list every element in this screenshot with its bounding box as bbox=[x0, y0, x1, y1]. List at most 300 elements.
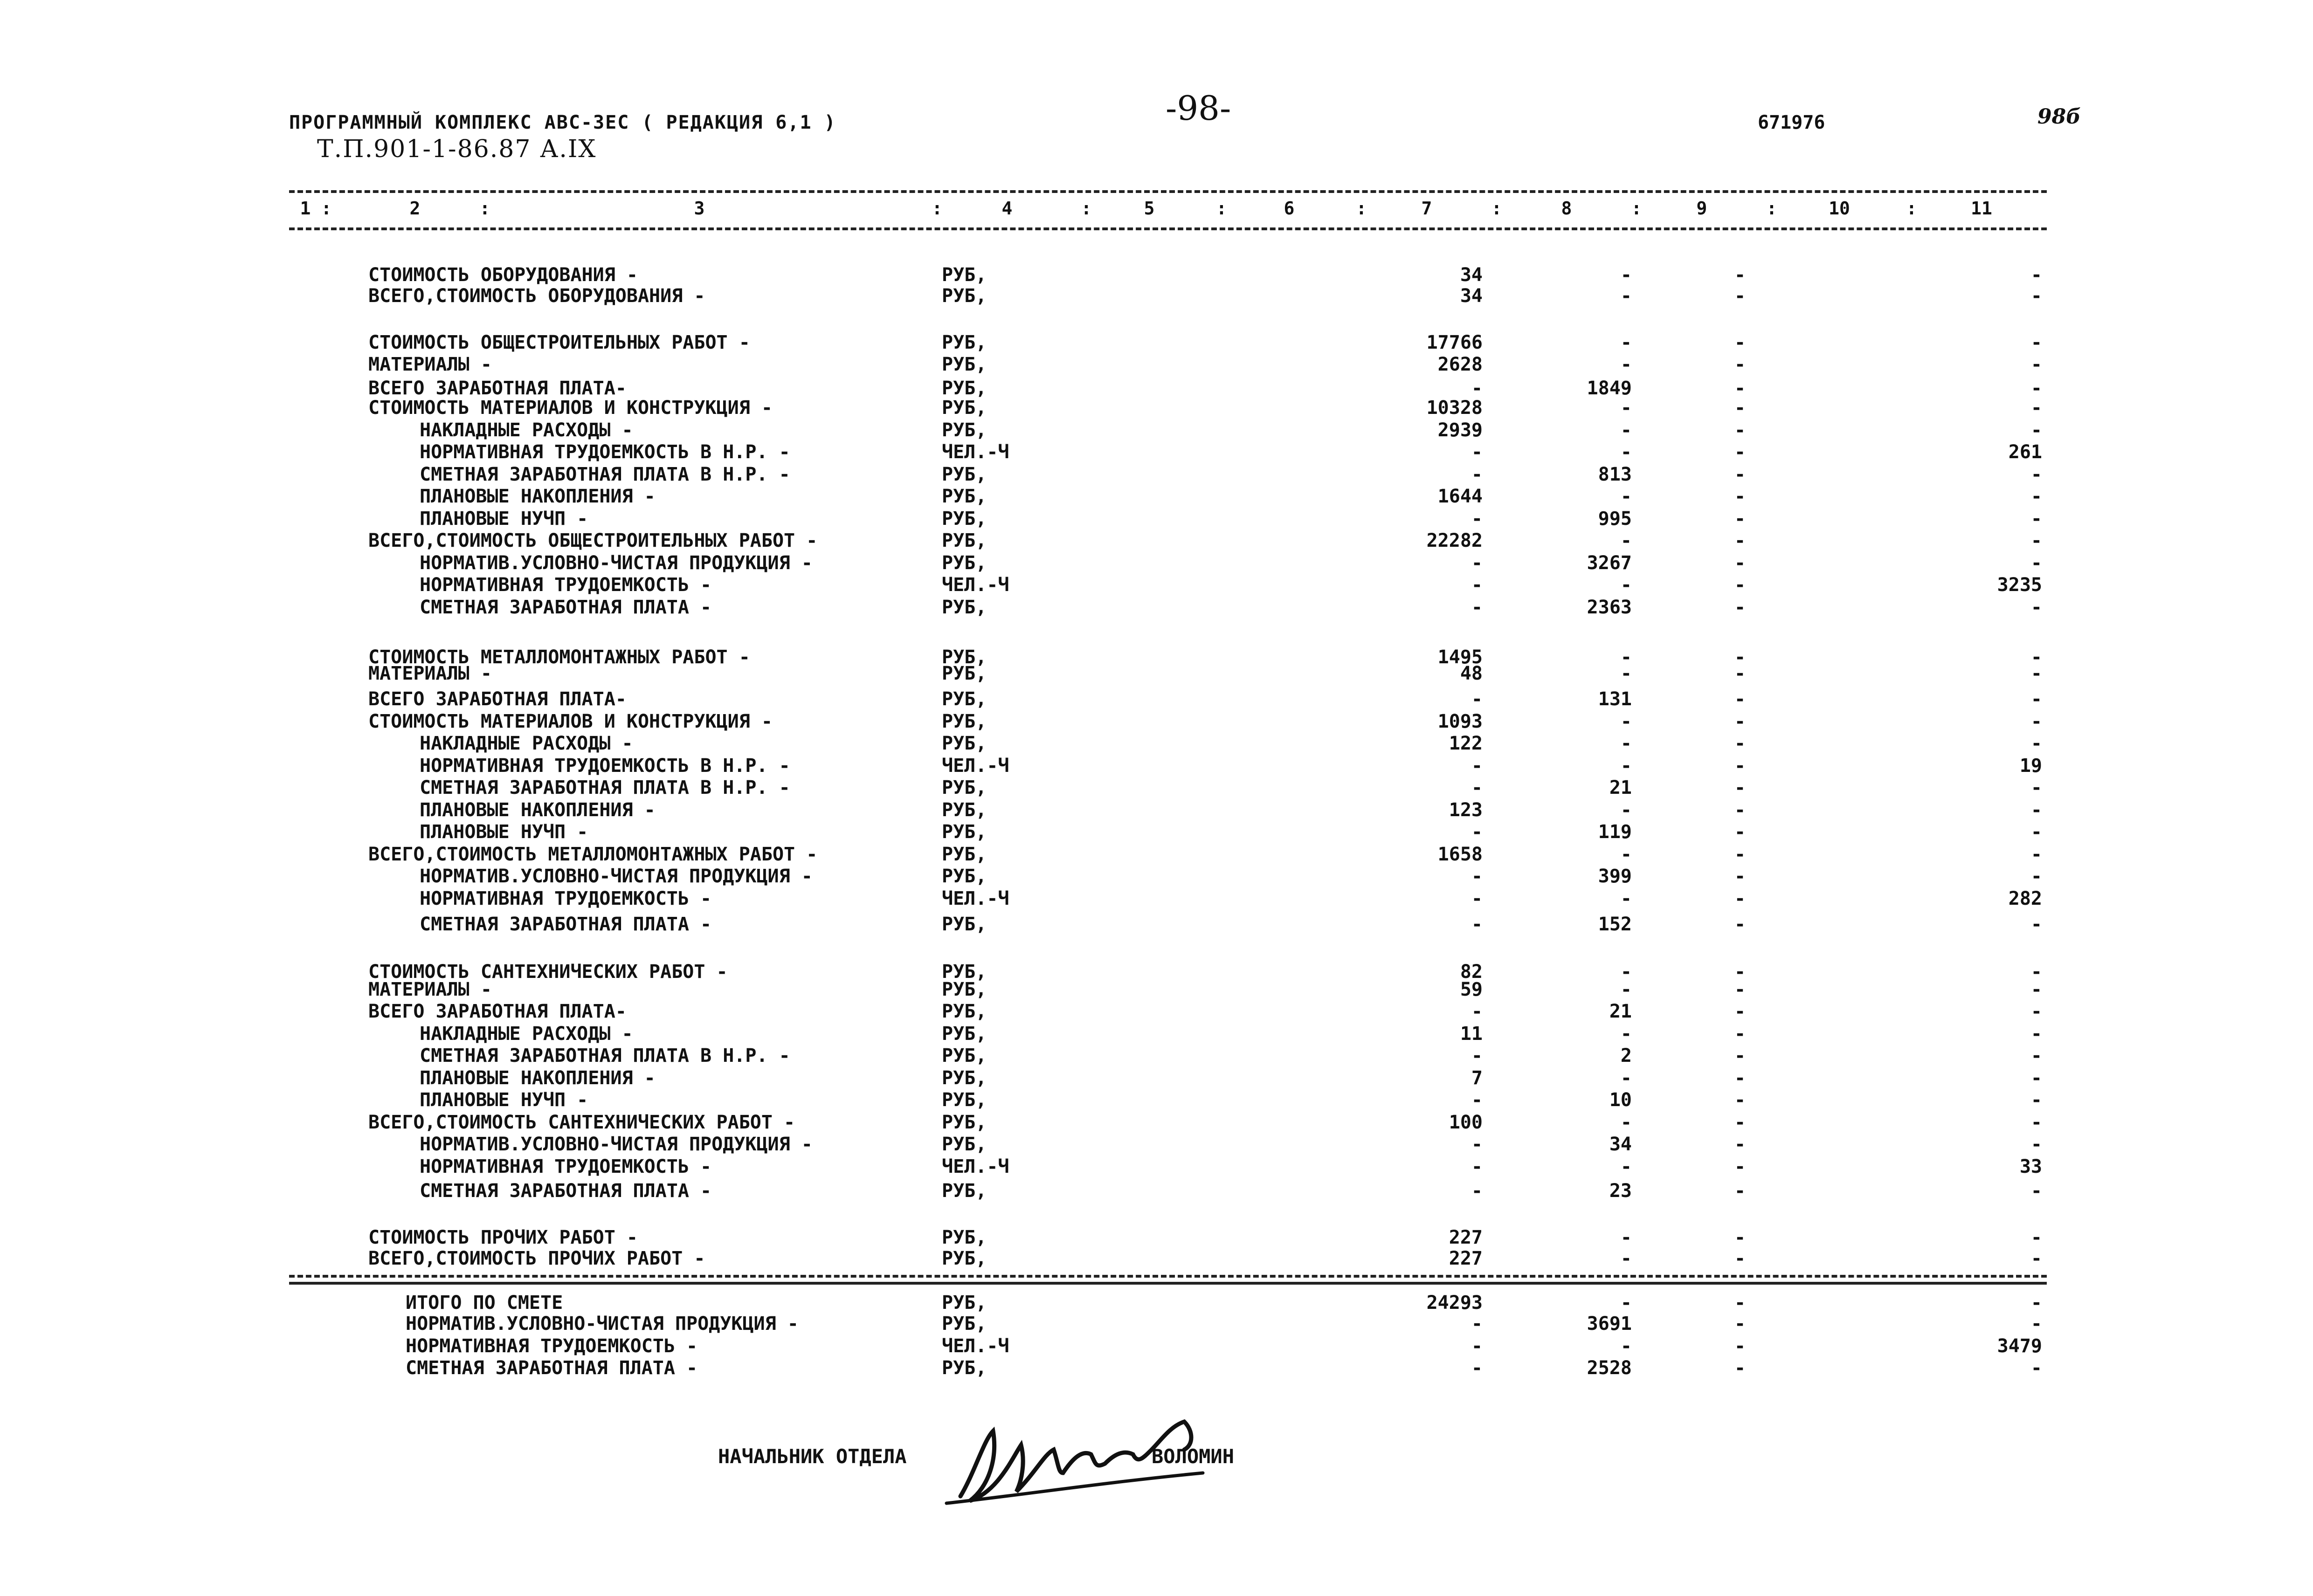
row-unit: РУБ, bbox=[942, 285, 987, 307]
column-7-value: 82 bbox=[1460, 961, 1483, 983]
row-label: ВСЕГО ЗАРАБОТНАЯ ПЛАТА- bbox=[368, 1001, 627, 1022]
column-8-value: 152 bbox=[1598, 914, 1632, 935]
column-11-value: - bbox=[2030, 264, 2042, 286]
column-8-value: 21 bbox=[1609, 1001, 1632, 1022]
column-9-value: - bbox=[1734, 777, 1746, 798]
table-row bbox=[0, 485, 2313, 508]
row-label: СТОИМОСТЬ ПРОЧИХ РАБОТ - bbox=[368, 1227, 638, 1248]
row-unit: РУБ, bbox=[942, 332, 987, 353]
row-label: ВСЕГО ЗАРАБОТНАЯ ПЛАТА- bbox=[368, 378, 627, 399]
column-8-value: - bbox=[1620, 1248, 1632, 1269]
column-9-value: - bbox=[1734, 332, 1746, 353]
column-separator: : bbox=[1766, 198, 1777, 219]
column-9-value: - bbox=[1734, 1134, 1746, 1155]
row-label: НОРМАТИВ.УСЛОВНО-ЧИСТАЯ ПРОДУКЦИЯ - bbox=[420, 866, 813, 887]
column-8-value: - bbox=[1620, 1067, 1632, 1089]
column-11-value: 19 bbox=[2019, 755, 2042, 777]
column-11-value: - bbox=[2030, 647, 2042, 668]
table-row bbox=[0, 1111, 2313, 1134]
column-8-value: 2528 bbox=[1587, 1357, 1632, 1379]
column-number: 2 bbox=[409, 198, 421, 219]
row-label: ВСЕГО ЗАРАБОТНАЯ ПЛАТА- bbox=[368, 688, 627, 710]
row-label: СМЕТНАЯ ЗАРАБОТНАЯ ПЛАТА В Н.Р. - bbox=[420, 464, 790, 485]
row-label: ВСЕГО,СТОИМОСТЬ ПРОЧИХ РАБОТ - bbox=[368, 1248, 705, 1269]
column-9-value: - bbox=[1734, 733, 1746, 754]
table-row bbox=[0, 1133, 2313, 1156]
column-11-value: - bbox=[2030, 1067, 2042, 1089]
column-7-value: - bbox=[1471, 1313, 1483, 1335]
column-11-value: - bbox=[2030, 420, 2042, 441]
row-unit: РУБ, bbox=[942, 844, 987, 865]
row-unit: РУБ, bbox=[942, 1134, 987, 1155]
document-reference: Т.П.901-1-86.87 А.IX bbox=[317, 135, 597, 163]
column-11-value: - bbox=[2030, 733, 2042, 754]
row-label: СМЕТНАЯ ЗАРАБОТНАЯ ПЛАТА - bbox=[420, 597, 712, 618]
column-7-value: 11 bbox=[1460, 1023, 1483, 1045]
column-8-value: 995 bbox=[1598, 508, 1632, 530]
column-9-value: - bbox=[1734, 285, 1746, 307]
column-7-value: - bbox=[1471, 378, 1483, 399]
table-row bbox=[0, 865, 2313, 888]
row-label: ПЛАНОВЫЕ НУЧП - bbox=[420, 508, 588, 530]
column-number: 9 bbox=[1696, 198, 1707, 219]
column-9-value: - bbox=[1734, 663, 1746, 684]
column-11-value: - bbox=[2030, 688, 2042, 710]
column-number: 4 bbox=[1001, 198, 1013, 219]
row-label: ПЛАНОВЫЕ НАКОПЛЕНИЯ - bbox=[420, 486, 656, 507]
row-unit: РУБ, bbox=[942, 597, 987, 618]
column-9-value: - bbox=[1734, 1001, 1746, 1022]
table-row bbox=[0, 551, 2313, 575]
column-8-value: - bbox=[1620, 961, 1632, 983]
table-row bbox=[0, 913, 2313, 936]
column-11-value: - bbox=[2030, 1292, 2042, 1314]
column-7-value: - bbox=[1471, 464, 1483, 485]
row-label: СТОИМОСТЬ МАТЕРИАЛОВ И КОНСТРУКЦИЯ - bbox=[368, 711, 773, 732]
table-row bbox=[0, 331, 2313, 354]
table-row bbox=[0, 776, 2313, 799]
row-label: НОРМАТИВНАЯ ТРУДОЕМКОСТЬ - bbox=[420, 1156, 712, 1177]
column-separator: : bbox=[1491, 198, 1502, 219]
table-row bbox=[0, 396, 2313, 420]
column-separator: : bbox=[1216, 198, 1227, 219]
table-row bbox=[0, 688, 2313, 711]
column-8-value: 21 bbox=[1609, 777, 1632, 798]
column-7-value: 34 bbox=[1460, 285, 1483, 307]
column-9-value: - bbox=[1734, 530, 1746, 551]
column-11-value: - bbox=[2030, 711, 2042, 732]
column-9-value: - bbox=[1734, 1357, 1746, 1379]
column-7-value: 59 bbox=[1460, 979, 1483, 1000]
column-11-value: - bbox=[2030, 799, 2042, 821]
column-8-value: 23 bbox=[1609, 1180, 1632, 1202]
table-row bbox=[0, 1000, 2313, 1023]
row-label: ПЛАНОВЫЕ НУЧП - bbox=[420, 1089, 588, 1111]
column-8-value: 119 bbox=[1598, 821, 1632, 843]
column-7-value: 10328 bbox=[1426, 397, 1483, 419]
row-unit: РУБ, bbox=[942, 914, 987, 935]
column-separator: : bbox=[1631, 198, 1642, 219]
row-label: МАТЕРИАЛЫ - bbox=[368, 979, 492, 1000]
row-unit: ЧЕЛ.-Ч bbox=[942, 441, 1009, 463]
column-9-value: - bbox=[1734, 1067, 1746, 1089]
column-11-value: - bbox=[2030, 1045, 2042, 1066]
handwritten-sheet-mark: 98б bbox=[2037, 105, 2081, 129]
table-row bbox=[0, 573, 2313, 597]
table-row bbox=[0, 284, 2313, 308]
table-row bbox=[0, 710, 2313, 733]
column-9-value: - bbox=[1734, 1089, 1746, 1111]
column-11-value: - bbox=[2030, 1357, 2042, 1379]
column-11-value: - bbox=[2030, 866, 2042, 887]
column-9-value: - bbox=[1734, 799, 1746, 821]
column-number: 8 bbox=[1561, 198, 1572, 219]
column-9-value: - bbox=[1734, 486, 1746, 507]
column-9-value: - bbox=[1734, 1313, 1746, 1335]
table-row bbox=[0, 507, 2313, 530]
table-row bbox=[0, 798, 2313, 822]
row-unit: РУБ, bbox=[942, 354, 987, 375]
column-11-value: - bbox=[2030, 1023, 2042, 1045]
row-label: СМЕТНАЯ ЗАРАБОТНАЯ ПЛАТА - bbox=[420, 1180, 712, 1202]
column-7-value: - bbox=[1471, 574, 1483, 596]
column-8-value: - bbox=[1620, 888, 1632, 909]
column-9-value: - bbox=[1734, 688, 1746, 710]
column-7-value: 1093 bbox=[1437, 711, 1483, 732]
table-row bbox=[0, 1155, 2313, 1178]
column-7-value: 2628 bbox=[1437, 354, 1483, 375]
column-8-value: - bbox=[1620, 1156, 1632, 1177]
column-11-value: 33 bbox=[2019, 1156, 2042, 1177]
document-code: 671976 bbox=[1758, 112, 1825, 133]
table-row bbox=[0, 1335, 2313, 1358]
column-11-value: 3235 bbox=[1997, 574, 2042, 596]
row-label: НАКЛАДНЫЕ РАСХОДЫ - bbox=[420, 420, 633, 441]
column-11-value: - bbox=[2030, 1313, 2042, 1335]
column-7-value: 2939 bbox=[1437, 420, 1483, 441]
table-row bbox=[0, 1291, 2313, 1314]
row-unit: РУБ, bbox=[942, 1067, 987, 1089]
table-row bbox=[0, 529, 2313, 552]
column-9-value: - bbox=[1734, 420, 1746, 441]
column-11-value: - bbox=[2030, 354, 2042, 375]
column-7-value: - bbox=[1471, 597, 1483, 618]
column-number: 1 bbox=[300, 198, 311, 219]
row-label: МАТЕРИАЛЫ - bbox=[368, 354, 492, 375]
row-unit: РУБ, bbox=[942, 733, 987, 754]
column-8-value: - bbox=[1620, 733, 1632, 754]
column-9-value: - bbox=[1734, 1248, 1746, 1269]
column-11-value: - bbox=[2030, 663, 2042, 684]
column-8-value: - bbox=[1620, 663, 1632, 684]
row-unit: РУБ, bbox=[942, 530, 987, 551]
column-11-value: 261 bbox=[2008, 441, 2042, 463]
column-8-value: - bbox=[1620, 264, 1632, 286]
table-row bbox=[0, 463, 2313, 486]
column-separator: : bbox=[1081, 198, 1092, 219]
table-row bbox=[0, 662, 2313, 685]
row-label: ИТОГО ПО СМЕТЕ bbox=[406, 1292, 563, 1314]
row-unit: РУБ, bbox=[942, 464, 987, 485]
column-11-value: - bbox=[2030, 397, 2042, 419]
column-8-value: - bbox=[1620, 530, 1632, 551]
column-8-value: - bbox=[1620, 332, 1632, 353]
column-7-value: 7 bbox=[1471, 1067, 1483, 1089]
table-row bbox=[0, 1088, 2313, 1112]
table-row bbox=[0, 1044, 2313, 1067]
column-9-value: - bbox=[1734, 844, 1746, 865]
column-number: 3 bbox=[694, 198, 705, 219]
column-8-value: 3267 bbox=[1587, 552, 1632, 574]
column-7-value: 1495 bbox=[1437, 647, 1483, 668]
row-unit: РУБ, bbox=[942, 486, 987, 507]
row-unit: РУБ, bbox=[942, 647, 987, 668]
column-9-value: - bbox=[1734, 888, 1746, 909]
table-row bbox=[0, 1226, 2313, 1249]
column-8-value: - bbox=[1620, 354, 1632, 375]
column-9-value: - bbox=[1734, 755, 1746, 777]
table-row bbox=[0, 263, 2313, 287]
column-8-value: - bbox=[1620, 844, 1632, 865]
table-row bbox=[0, 843, 2313, 866]
column-7-value: 227 bbox=[1449, 1248, 1483, 1269]
row-unit: РУБ, bbox=[942, 799, 987, 821]
column-11-value: - bbox=[2030, 1180, 2042, 1202]
row-unit: ЧЕЛ.-Ч bbox=[942, 574, 1009, 596]
column-11-value: - bbox=[2030, 378, 2042, 399]
column-9-value: - bbox=[1734, 866, 1746, 887]
column-9-value: - bbox=[1734, 464, 1746, 485]
column-11-value: - bbox=[2030, 552, 2042, 574]
column-7-value: - bbox=[1471, 777, 1483, 798]
row-label: СМЕТНАЯ ЗАРАБОТНАЯ ПЛАТА - bbox=[406, 1357, 698, 1379]
row-label: СМЕТНАЯ ЗАРАБОТНАЯ ПЛАТА В Н.Р. - bbox=[420, 1045, 790, 1066]
column-11-value: - bbox=[2030, 530, 2042, 551]
column-11-value: - bbox=[2030, 486, 2042, 507]
row-unit: РУБ, bbox=[942, 1292, 987, 1314]
column-8-value: 399 bbox=[1598, 866, 1632, 887]
row-unit: РУБ, bbox=[942, 961, 987, 983]
row-unit: РУБ, bbox=[942, 1001, 987, 1022]
row-label: СТОИМОСТЬ МЕТАЛЛОМОНТАЖНЫХ РАБОТ - bbox=[368, 647, 750, 668]
row-unit: ЧЕЛ.-Ч bbox=[942, 1335, 1009, 1357]
row-unit: ЧЕЛ.-Ч bbox=[942, 755, 1009, 777]
column-7-value: 1644 bbox=[1437, 486, 1483, 507]
column-8-value: - bbox=[1620, 486, 1632, 507]
column-8-value: - bbox=[1620, 799, 1632, 821]
column-7-value: - bbox=[1471, 755, 1483, 777]
signatory-name: ВОЛОМИН bbox=[1152, 1445, 1235, 1468]
column-8-value: - bbox=[1620, 755, 1632, 777]
column-7-value: - bbox=[1471, 508, 1483, 530]
column-9-value: - bbox=[1734, 914, 1746, 935]
column-separator: : bbox=[479, 198, 490, 219]
column-8-value: 813 bbox=[1598, 464, 1632, 485]
column-8-value: - bbox=[1620, 285, 1632, 307]
program-header: ПРОГРАММНЫЙ КОМПЛЕКС АВС-3ЕС ( РЕДАКЦИЯ 6,1 ) bbox=[289, 112, 836, 133]
row-unit: РУБ, bbox=[942, 1357, 987, 1379]
column-number: 7 bbox=[1421, 198, 1432, 219]
row-label: НОРМАТИВНАЯ ТРУДОЕМКОСТЬ - bbox=[420, 574, 712, 596]
column-8-value: 34 bbox=[1609, 1134, 1632, 1155]
column-8-value: 3691 bbox=[1587, 1313, 1632, 1335]
column-8-value: - bbox=[1620, 979, 1632, 1000]
row-label: СТОИМОСТЬ МАТЕРИАЛОВ И КОНСТРУКЦИЯ - bbox=[368, 397, 773, 419]
row-label: НОРМАТИВНАЯ ТРУДОЕМКОСТЬ В Н.Р. - bbox=[420, 755, 790, 777]
column-11-value: - bbox=[2030, 777, 2042, 798]
column-number: 11 bbox=[1971, 198, 1992, 219]
column-7-value: - bbox=[1471, 821, 1483, 843]
column-9-value: - bbox=[1734, 1335, 1746, 1357]
column-8-value: - bbox=[1620, 647, 1632, 668]
column-11-value: - bbox=[2030, 1112, 2042, 1133]
table-row bbox=[0, 353, 2313, 376]
column-7-value: - bbox=[1471, 1045, 1483, 1066]
column-9-value: - bbox=[1734, 508, 1746, 530]
column-7-value: 24293 bbox=[1426, 1292, 1483, 1314]
row-label: ПЛАНОВЫЕ НУЧП - bbox=[420, 821, 588, 843]
column-11-value: - bbox=[2030, 332, 2042, 353]
column-7-value: 123 bbox=[1449, 799, 1483, 821]
column-11-value: - bbox=[2030, 821, 2042, 843]
row-unit: РУБ, bbox=[942, 711, 987, 732]
table-row bbox=[0, 1312, 2313, 1335]
column-7-value: 1658 bbox=[1437, 844, 1483, 865]
row-label: ВСЕГО,СТОИМОСТЬ МЕТАЛЛОМОНТАЖНЫХ РАБОТ - bbox=[368, 844, 818, 865]
page-number: -98- bbox=[1166, 89, 1231, 128]
row-unit: РУБ, bbox=[942, 420, 987, 441]
totals-top-rule bbox=[289, 1275, 2047, 1278]
column-7-value: 34 bbox=[1460, 264, 1483, 286]
row-unit: РУБ, bbox=[942, 1045, 987, 1066]
column-9-value: - bbox=[1734, 1045, 1746, 1066]
row-unit: РУБ, bbox=[942, 508, 987, 530]
row-label: СМЕТНАЯ ЗАРАБОТНАЯ ПЛАТА В Н.Р. - bbox=[420, 777, 790, 798]
row-label: ВСЕГО,СТОИМОСТЬ ОБОРУДОВАНИЯ - bbox=[368, 285, 705, 307]
row-unit: РУБ, bbox=[942, 777, 987, 798]
column-separator: : bbox=[321, 198, 332, 219]
column-7-value: - bbox=[1471, 1335, 1483, 1357]
column-8-value: - bbox=[1620, 420, 1632, 441]
column-8-value: - bbox=[1620, 397, 1632, 419]
row-unit: РУБ, bbox=[942, 1313, 987, 1335]
column-11-value: - bbox=[2030, 597, 2042, 618]
column-11-value: 282 bbox=[2008, 888, 2042, 909]
column-7-value: - bbox=[1471, 1357, 1483, 1379]
table-row bbox=[0, 732, 2313, 755]
column-11-value: - bbox=[2030, 1001, 2042, 1022]
row-label: НОРМАТИВ.УСЛОВНО-ЧИСТАЯ ПРОДУКЦИЯ - bbox=[406, 1313, 799, 1335]
column-7-value: 100 bbox=[1449, 1112, 1483, 1133]
column-9-value: - bbox=[1734, 961, 1746, 983]
column-9-value: - bbox=[1734, 441, 1746, 463]
column-separator: : bbox=[1906, 198, 1917, 219]
column-7-value: - bbox=[1471, 552, 1483, 574]
column-11-value: 3479 bbox=[1997, 1335, 2042, 1357]
column-separator: : bbox=[1356, 198, 1367, 219]
row-label: ПЛАНОВЫЕ НАКОПЛЕНИЯ - bbox=[420, 799, 656, 821]
row-label: НОРМАТИВ.УСЛОВНО-ЧИСТАЯ ПРОДУКЦИЯ - bbox=[420, 552, 813, 574]
column-9-value: - bbox=[1734, 574, 1746, 596]
row-label: СТОИМОСТЬ ОБЩЕСТРОИТЕЛЬНЫХ РАБОТ - bbox=[368, 332, 750, 353]
column-7-value: 122 bbox=[1449, 733, 1483, 754]
table-row bbox=[0, 419, 2313, 442]
column-8-value: - bbox=[1620, 1112, 1632, 1133]
row-label: СТОИМОСТЬ САНТЕХНИЧЕСКИХ РАБОТ - bbox=[368, 961, 728, 983]
column-8-value: 1849 bbox=[1587, 378, 1632, 399]
column-9-value: - bbox=[1734, 552, 1746, 574]
row-unit: РУБ, bbox=[942, 1227, 987, 1248]
column-7-value: - bbox=[1471, 1180, 1483, 1202]
column-9-value: - bbox=[1734, 264, 1746, 286]
row-unit: РУБ, bbox=[942, 688, 987, 710]
column-11-value: - bbox=[2030, 464, 2042, 485]
row-unit: РУБ, bbox=[942, 1089, 987, 1111]
row-unit: РУБ, bbox=[942, 866, 987, 887]
column-7-value: - bbox=[1471, 914, 1483, 935]
column-9-value: - bbox=[1734, 647, 1746, 668]
row-label: НОРМАТИВ.УСЛОВНО-ЧИСТАЯ ПРОДУКЦИЯ - bbox=[420, 1134, 813, 1155]
column-number: 6 bbox=[1284, 198, 1295, 219]
row-label: НАКЛАДНЫЕ РАСХОДЫ - bbox=[420, 1023, 633, 1045]
row-label: МАТЕРИАЛЫ - bbox=[368, 663, 492, 684]
column-11-value: - bbox=[2030, 1089, 2042, 1111]
column-11-value: - bbox=[2030, 844, 2042, 865]
totals-solid-rule bbox=[289, 1282, 2047, 1285]
row-unit: РУБ, bbox=[942, 1112, 987, 1133]
column-7-value: - bbox=[1471, 1001, 1483, 1022]
column-7-value: - bbox=[1471, 1134, 1483, 1155]
column-9-value: - bbox=[1734, 378, 1746, 399]
row-label: ВСЕГО,СТОИМОСТЬ САНТЕХНИЧЕСКИХ РАБОТ - bbox=[368, 1112, 795, 1133]
column-9-value: - bbox=[1734, 1156, 1746, 1177]
column-8-value: - bbox=[1620, 1227, 1632, 1248]
row-label: НОРМАТИВНАЯ ТРУДОЕМКОСТЬ - bbox=[406, 1335, 698, 1357]
row-label: СТОИМОСТЬ ОБОРУДОВАНИЯ - bbox=[368, 264, 638, 286]
row-unit: РУБ, bbox=[942, 1023, 987, 1045]
column-8-value: - bbox=[1620, 441, 1632, 463]
column-9-value: - bbox=[1734, 354, 1746, 375]
row-unit: РУБ, bbox=[942, 821, 987, 843]
column-11-value: - bbox=[2030, 1248, 2042, 1269]
row-unit: ЧЕЛ.-Ч bbox=[942, 1156, 1009, 1177]
column-8-value: - bbox=[1620, 711, 1632, 732]
column-11-value: - bbox=[2030, 508, 2042, 530]
column-7-value: - bbox=[1471, 1156, 1483, 1177]
column-11-value: - bbox=[2030, 979, 2042, 1000]
column-8-value: 2363 bbox=[1587, 597, 1632, 618]
column-9-value: - bbox=[1734, 397, 1746, 419]
row-unit: РУБ, bbox=[942, 1248, 987, 1269]
table-row bbox=[0, 596, 2313, 619]
column-9-value: - bbox=[1734, 821, 1746, 843]
row-unit: РУБ, bbox=[942, 979, 987, 1000]
handwritten-signature bbox=[942, 1403, 1222, 1510]
column-11-value: - bbox=[2030, 914, 2042, 935]
row-label: НОРМАТИВНАЯ ТРУДОЕМКОСТЬ В Н.Р. - bbox=[420, 441, 790, 463]
row-unit: РУБ, bbox=[942, 552, 987, 574]
table-row bbox=[0, 440, 2313, 464]
column-11-value: - bbox=[2030, 1227, 2042, 1248]
column-8-value: - bbox=[1620, 1335, 1632, 1357]
column-7-value: - bbox=[1471, 888, 1483, 909]
row-label: ПЛАНОВЫЕ НАКОПЛЕНИЯ - bbox=[420, 1067, 656, 1089]
column-7-value: - bbox=[1471, 1089, 1483, 1111]
column-9-value: - bbox=[1734, 597, 1746, 618]
row-label: СМЕТНАЯ ЗАРАБОТНАЯ ПЛАТА - bbox=[420, 914, 712, 935]
column-11-value: - bbox=[2030, 1134, 2042, 1155]
table-row bbox=[0, 887, 2313, 910]
